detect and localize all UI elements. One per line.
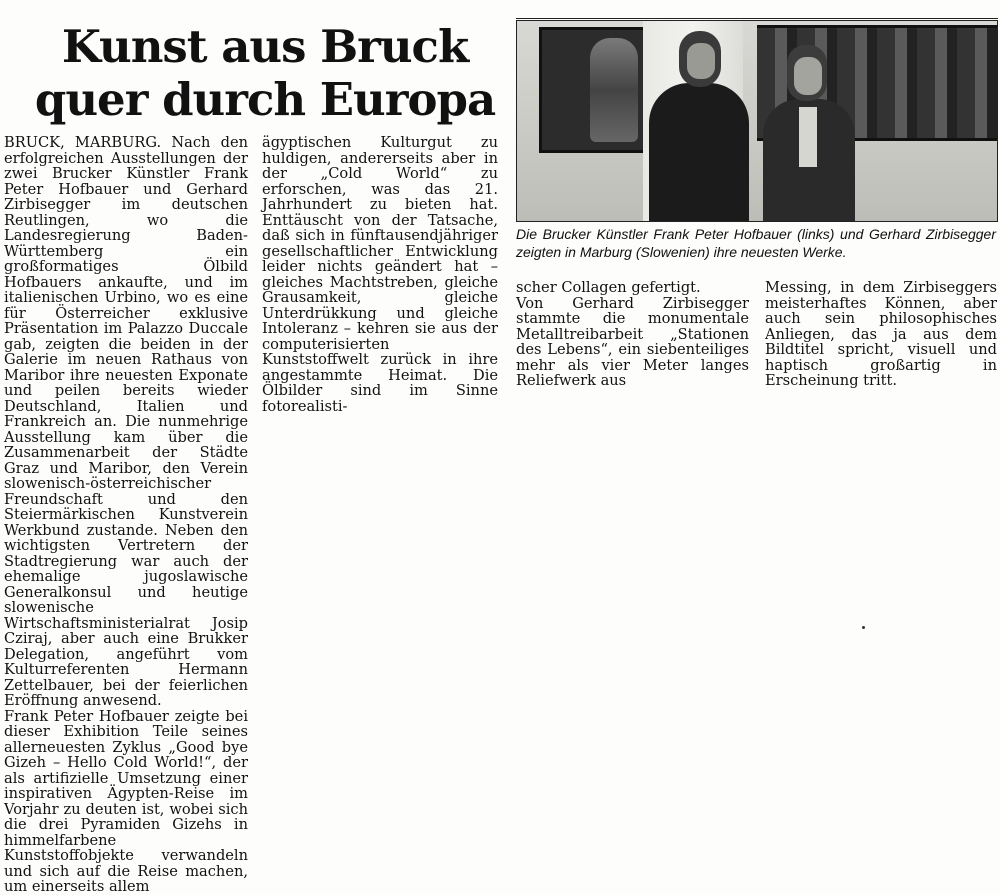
person-zirbisegger-shirt	[799, 107, 817, 167]
article-paragraph: scher Collagen gefertigt.	[516, 279, 701, 296]
painting-left	[539, 27, 649, 153]
article-column-2	[262, 135, 498, 414]
article-paragraph: Frank Peter Hofbauer zeigte bei dieser Exhibition Teile seines allerneuesten Zyklus „Good bye Gizeh – Hello Cold World!“, der als artifizielle Umsetzung einer inspirativen Ägypten-Reise im Vorjahr zu deuten ist, wobei sich die drei Pyramiden Gizehs in himmelfarbene Kunststoffobjekte verwandeln und sich auf die Reise machen, um einerseits allem	[4, 707, 248, 895]
headline	[30, 20, 500, 126]
article-paragraph: Messing, in dem Zirbiseggers meisterhaftes Können, aber auch sein philosophisches Anliegen, das ja aus dem Bildtitel spricht, visuell und haptisch großartig in Erscheinung tritt.	[765, 279, 997, 389]
headline-line-2: quer durch Europa	[34, 73, 496, 126]
article-paragraph: Von Gerhard Zirbisegger stammte die monumentale Metalltreibarbeit „Stationen des Lebens“, ein siebenteiliges mehr als vier Meter langes Reliefwerk aus	[516, 294, 749, 389]
article-column-1	[4, 135, 248, 895]
photo-caption: Die Brucker Künstler Frank Peter Hofbauer (links) und Gerhard Zirbisegger zeigten in Marburg (Slowenien) ihre neuesten Werke.	[516, 226, 996, 260]
article-photo	[516, 20, 998, 222]
photo-top-rule	[516, 18, 998, 19]
article-paragraph: BRUCK, MARBURG. Nach den erfolgreichen Ausstellungen der zwei Brucker Künstler Frank Peter Hofbauer und Gerhard Zirbisegger im deutschen Reutlingen, wo die Landesregierung Baden-Württemberg ein großformatiges Ölbild Hofbauers ankaufte, und im italienischen Urbino, wo es eine für Österreicher exklusive Präsentation im Palazzo Duccale gab, zeigten die beiden in der Galerie im neuen Rathaus von Maribor ihre neuesten Exponate und peilen bereits wieder Deutschland, Italien und Frankreich an. Die nunmehrige Ausstellung kam über die Zusammenarbeit der Städte Graz und Maribor, den Verein slowenisch-österreichischer Freundschaft und den Steiermärkischen Kunstverein Werkbund zustande. Neben den wichtigsten Vertretern der Stadtregierung war auch der ehemalige jugoslawische Generalkonsul und heutige slowenische Wirtschaftsministerialrat Josip Cziraj, aber auch eine Brukker Delegation, angeführt vom Kulturreferenten Hermann Zettelbauer, bei der feierlichen Eröffnung anwesend.	[4, 134, 248, 709]
article-paragraph: ägyptischen Kulturgut zu huldigen, andererseits aber in der „Cold World“ zu erforschen, was das 21. Jahrhundert zu bieten hat. Enttäuscht von der Tatsache, daß sich in fünftausendjähriger gesellschaftlicher Entwicklung leider nichts geändert hat – gleiches Machtstreben, gleiche Grausamkeit, gleiche Unterdrükkung und gleiche Intoleranz – kehren sie aus der computerisierten Kunststoffwelt zurück in ihre angestammte Heimat. Die Ölbilder sind im Sinne fotorealisti-	[262, 134, 498, 415]
person-hofbauer-face	[687, 43, 715, 79]
person-hofbauer-body	[649, 83, 749, 221]
person-zirbisegger-face	[794, 57, 822, 95]
article-column-3	[516, 280, 749, 389]
headline-line-1: Kunst aus Bruck	[61, 20, 469, 73]
print-speck	[862, 626, 865, 629]
article-column-4	[765, 280, 997, 389]
